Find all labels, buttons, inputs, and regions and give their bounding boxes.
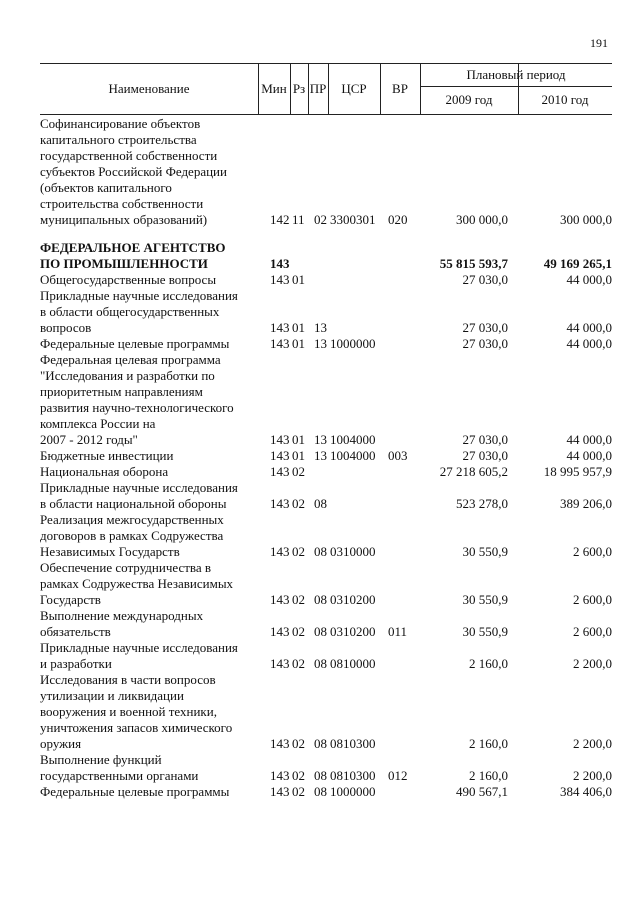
- row-name: Выполнение функций государственными органами: [40, 752, 199, 783]
- row-rz: 02: [292, 624, 305, 639]
- row-name: Национальная оборона: [40, 464, 169, 479]
- row-name: Федеральная целевая программа "Исследования и разработки по приоритетным направлениям развития научно-технологического комплекса России на 2007 - 2012 годы": [40, 352, 234, 447]
- row-min: 143: [270, 336, 290, 351]
- row-csr: 0810300: [330, 768, 376, 783]
- row-2010: 384 406,0: [560, 784, 612, 799]
- row-name: Выполнение международных обязательств: [40, 608, 204, 639]
- header-name: Наименование: [108, 81, 190, 96]
- row-2009: 2 160,0: [469, 768, 508, 783]
- row-name: Прикладные научные исследования в области национальной обороны: [40, 480, 238, 511]
- row-min: 142: [270, 212, 290, 227]
- row-csr: 0810300: [330, 736, 376, 751]
- row-2010: 2 600,0: [573, 592, 612, 607]
- header-pr: ПР: [309, 81, 327, 96]
- row-name: Общегосударственные вопросы: [40, 272, 217, 287]
- row-2010: 44 000,0: [566, 320, 612, 335]
- row-min: 143: [270, 464, 290, 479]
- row-pr: 08: [314, 496, 327, 511]
- row-min: 143: [270, 768, 290, 783]
- row-vr: 003: [388, 448, 408, 463]
- row-2009: 523 278,0: [456, 496, 508, 511]
- table-row: [40, 240, 612, 272]
- table-row: [40, 336, 612, 352]
- row-pr: 08: [314, 544, 327, 559]
- row-pr: 13: [314, 336, 327, 351]
- header-2009: 2009 год: [445, 92, 493, 107]
- row-2009: 300 000,0: [456, 212, 508, 227]
- row-csr: 0310200: [330, 624, 376, 639]
- row-name: Бюджетные инвестиции: [40, 448, 174, 463]
- row-csr: 3300301: [330, 212, 376, 227]
- row-rz: 01: [292, 432, 305, 447]
- row-2009: 27 030,0: [462, 320, 508, 335]
- row-vr: 011: [388, 624, 408, 639]
- row-name: Федеральные целевые программы: [40, 336, 230, 351]
- row-rz: 02: [292, 464, 305, 479]
- row-2010: 44 000,0: [566, 432, 612, 447]
- row-csr: 1000000: [330, 784, 376, 799]
- row-2009: 2 160,0: [469, 736, 508, 751]
- row-pr: 13: [314, 432, 327, 447]
- row-pr: 08: [314, 768, 327, 783]
- row-2010: 44 000,0: [566, 336, 612, 351]
- row-pr: 08: [314, 656, 327, 671]
- row-csr: 1000000: [330, 336, 376, 351]
- table-row: [40, 560, 612, 608]
- row-rz: 01: [292, 336, 305, 351]
- row-2010: 2 600,0: [573, 624, 612, 639]
- row-csr: 1004000: [330, 432, 376, 447]
- row-min: 143: [270, 320, 290, 335]
- row-2009: 27 030,0: [462, 272, 508, 287]
- row-2009: 27 030,0: [462, 448, 508, 463]
- row-name: Софинансирование объектов капитального строительства государственной собственности субъектов Российской Федерации (объектов капитального строительства собственности муниципальных образований): [40, 116, 227, 227]
- header-min: Мин: [261, 81, 287, 96]
- row-rz: 11: [292, 212, 305, 227]
- row-pr: 08: [314, 784, 327, 799]
- row-rz: 02: [292, 736, 305, 751]
- row-csr: 0310200: [330, 592, 376, 607]
- row-2010: 44 000,0: [566, 448, 612, 463]
- row-2009: 490 567,1: [456, 784, 508, 799]
- row-min: 143: [270, 448, 290, 463]
- header-rz: Рз: [292, 81, 306, 96]
- row-rz: 02: [292, 496, 305, 511]
- row-min: 143: [270, 544, 290, 559]
- table-body: [40, 116, 612, 800]
- table-row: [40, 448, 612, 464]
- row-min: 143: [270, 784, 290, 799]
- row-vr: 012: [388, 768, 408, 783]
- table-row: [40, 464, 612, 480]
- row-min: 143: [270, 496, 290, 511]
- row-2009: 30 550,9: [462, 592, 508, 607]
- row-vr: 020: [388, 212, 408, 227]
- row-2009: 27 030,0: [462, 336, 508, 351]
- row-rz: 01: [292, 320, 305, 335]
- row-name: Прикладные научные исследования в области общегосударственных вопросов: [40, 288, 238, 335]
- row-name: Реализация межгосударственных договоров в рамках Содружества Независимых Государств: [40, 512, 224, 559]
- row-rz: 02: [292, 544, 305, 559]
- row-min: 143: [270, 272, 290, 287]
- row-2009: 30 550,9: [462, 544, 508, 559]
- row-min: 143: [270, 592, 290, 607]
- row-name: Обеспечение сотрудничества в рамках Содружества Независимых Государств: [40, 560, 234, 607]
- row-pr: 08: [314, 624, 327, 639]
- row-pr: 13: [314, 320, 327, 335]
- header-planned-period: Плановый период: [466, 67, 566, 82]
- row-2010: 2 600,0: [573, 544, 612, 559]
- row-pr: 02: [314, 212, 327, 227]
- row-min: 143: [270, 656, 290, 671]
- row-2010: 49 169 265,1: [543, 256, 612, 271]
- row-csr: 1004000: [330, 448, 376, 463]
- row-2010: 300 000,0: [560, 212, 612, 227]
- row-2009: 55 815 593,7: [439, 256, 508, 271]
- table-row: [40, 512, 612, 560]
- row-csr: 0810000: [330, 656, 376, 671]
- row-2010: 18 995 957,9: [543, 464, 612, 479]
- row-2010: 389 206,0: [560, 496, 612, 511]
- header-2010: 2010 год: [541, 92, 589, 107]
- table-row: [40, 752, 612, 784]
- row-min: 143: [270, 432, 290, 447]
- row-name: Федеральные целевые программы: [40, 784, 230, 799]
- row-rz: 02: [292, 768, 305, 783]
- table-row: [40, 480, 612, 512]
- row-pr: 08: [314, 736, 327, 751]
- row-2010: 2 200,0: [573, 736, 612, 751]
- row-name: Прикладные научные исследования и разработки: [40, 640, 238, 671]
- table-row: [40, 608, 612, 640]
- row-name: ФЕДЕРАЛЬНОЕ АГЕНТСТВО ПО ПРОМЫШЛЕННОСТИ: [40, 240, 226, 271]
- row-min: 143: [270, 256, 290, 271]
- table-row: [40, 784, 612, 800]
- table-row: [40, 288, 612, 336]
- row-2009: 2 160,0: [469, 656, 508, 671]
- table-header: [40, 63, 612, 115]
- row-min: 143: [270, 736, 290, 751]
- row-pr: 08: [314, 592, 327, 607]
- page-number: 191: [590, 36, 608, 50]
- row-rz: 02: [292, 656, 305, 671]
- row-rz: 02: [292, 784, 305, 799]
- table-row: [40, 640, 612, 672]
- row-2009: 30 550,9: [462, 624, 508, 639]
- table-row: [40, 272, 612, 288]
- header-csr: ЦСР: [341, 81, 367, 96]
- row-name: Исследования в части вопросов утилизации и ликвидации вооружения и военной техники, уничтожения запасов химического оружия: [40, 672, 233, 751]
- row-rz: 01: [292, 272, 305, 287]
- header-vr: ВР: [392, 81, 408, 96]
- row-2010: 2 200,0: [573, 656, 612, 671]
- row-2010: 44 000,0: [566, 272, 612, 287]
- table-row: [40, 352, 612, 448]
- table-row: [40, 116, 612, 228]
- row-csr: 0310000: [330, 544, 376, 559]
- row-pr: 13: [314, 448, 327, 463]
- row-2009: 27 218 605,2: [439, 464, 508, 479]
- row-2009: 27 030,0: [462, 432, 508, 447]
- row-rz: 01: [292, 448, 305, 463]
- row-rz: 02: [292, 592, 305, 607]
- row-min: 143: [270, 624, 290, 639]
- table-row: [40, 672, 612, 752]
- row-2010: 2 200,0: [573, 768, 612, 783]
